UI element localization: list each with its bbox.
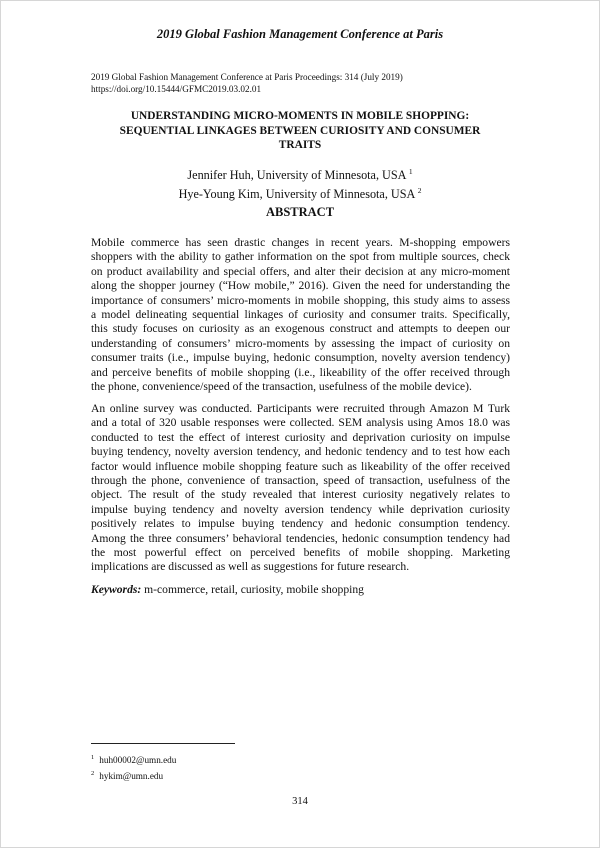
text-line: object. The result of the study revealed that interest curiosity negatively relates to [91,488,510,502]
footnote-divider [91,743,235,744]
author-list [0,164,600,202]
text-line: and perceive benefits of mobile shopping (i.e., likeability of the offer received through [91,365,510,379]
text-line: shoppers with the ability to gather information on the spot from multiple sources, check [91,250,510,264]
footnote-mark: 2 [91,770,95,778]
text-line: Among the three consumers’ behavioral tendencies, hedonic consumption tendency had [91,531,510,545]
title-line: SEQUENTIAL LINKAGES BETWEEN CURIOSITY AND CONSUMER [119,124,481,137]
proceedings-line: 2019 Global Fashion Management Conference at Paris Proceedings: 314 (July 2019) [91,72,403,82]
text-line: this study focuses on curiosity as an exogenous construct and attempts to deepen our [91,322,510,336]
footnote-mark[interactable]: 1 [408,167,413,176]
text-line: An online survey was conducted. Participants were recruited through Amazon M Turk [91,402,510,415]
abstract-paragraph-1 [91,236,510,394]
text-line: impulse buying tendency and novelty aversion tendency while deprivation curiosity [91,502,510,516]
footnote [91,767,391,783]
page-number: 314 [292,796,308,807]
text-line: positively relates to impulse buying tendency and hedonic consumption tendency. [91,517,510,531]
citation-block [91,71,511,95]
footnote-email[interactable]: huh00002@umn.edu [99,755,177,766]
paper-title [80,109,520,153]
title-line: TRAITS [278,139,322,151]
text-line: importance of consumers’ micro-moments in mobile shopping, this study aims to assess [91,293,510,307]
footnotes [91,751,391,783]
footnote-email[interactable]: hykim@umn.edu [99,771,164,782]
author-line [0,164,600,183]
text-line: through the phone, convenience of transaction, speed of transaction, usefulness of the [91,474,510,488]
text-line: Mobile commerce has seen drastic changes in recent years. M-shopping empowers [91,236,510,249]
text-line: and a total of 320 usable responses were collected. SEM analysis using Amos 18.0 was [91,416,510,430]
keywords [91,583,510,597]
running-header: 2019 Global Fashion Management Conference at Paris [156,27,444,41]
text-line: on product availability and special offers, and alter their decision at any micro-moment [91,264,510,278]
text-line: the phone, convenience/speed of the transaction, usefulness of the mobile device). [91,380,472,394]
text-line: consumer traits (i.e., impulse buying, hedonic consumption, novelty aversion tendency) [91,351,510,365]
footnote [91,751,391,767]
keywords-text: m-commerce, retail, curiosity, mobile shopping [144,583,364,596]
keywords-label: Keywords: [91,583,142,596]
author-name: Jennifer Huh, University of Minnesota, USA [187,168,406,183]
abstract-heading: ABSTRACT [265,205,335,219]
text-line: implications are discussed as well as suggestions for future research. [91,560,410,574]
author-name: Hye-Young Kim, University of Minnesota, USA [178,187,415,202]
text-line: understanding of consumers’ micro-moments by assessing the impact of curiosity on [91,336,510,350]
abstract-paragraph-2 [91,402,510,575]
text-line: factor would influence mobile shopping feature such as likeability of the offer received [91,459,510,473]
author-line [0,183,600,202]
text-line: along the shopper journey (“How mobile,” 2016). Given the need for understanding the [91,279,510,293]
text-line: a model delineating sequential linkages of curiosity and consumer traits. Specifically, [91,308,510,322]
text-line: the most powerful effect on perceived benefits of mobile shopping. Marketing [91,546,510,560]
footnote-mark[interactable]: 2 [417,186,422,196]
footnote-mark: 1 [91,754,95,761]
text-line: buying tendency, novelty aversion tendency, and hedonic tendency and to test how each [91,445,510,459]
title-line: UNDERSTANDING MICRO-MOMENTS IN MOBILE SHOPPING: [130,110,470,122]
doi-link[interactable]: https://doi.org/10.15444/GFMC2019.03.02.01 [91,84,262,94]
text-line: conducted to test the effect of interest curiosity and deprivation curiosity on impulse [91,430,510,444]
